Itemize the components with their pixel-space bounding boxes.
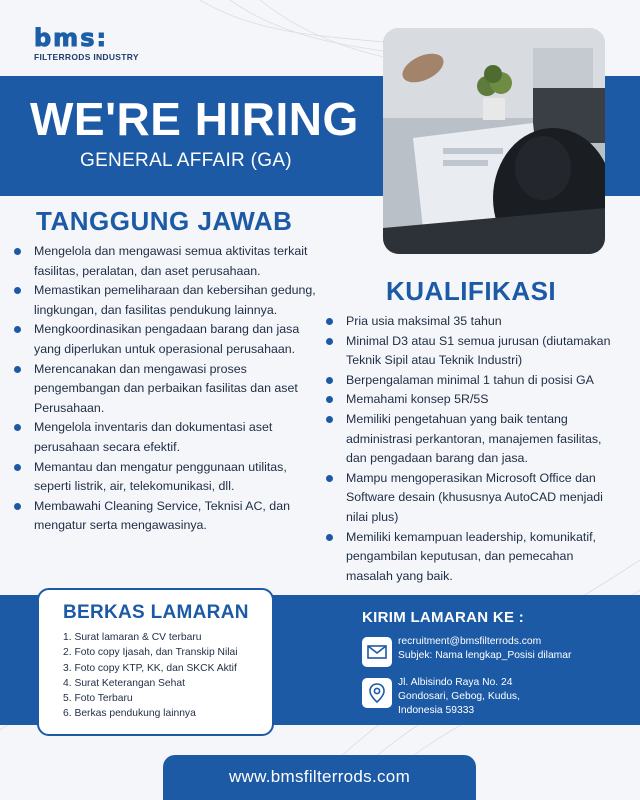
list-item: Memantau dan mengatur penggunaan utilitas, seperti listrik, air, telekomunikasi, dll. [10, 458, 320, 497]
documents-title: BERKAS LAMARAN [63, 602, 249, 623]
list-item: 5. Foto Terbaru [63, 693, 133, 705]
email-subject: Subjek: Nama lengkap_Posisi dilamar [398, 650, 572, 661]
list-item: 3. Foto copy KTP, KK, dan SKCK Aktif [63, 662, 237, 674]
address-line: Indonesia 59333 [398, 705, 475, 716]
list-item: Minimal D3 atau S1 semua jurusan (diutamakan Teknik Sipil atau Teknik Industri) [322, 332, 622, 371]
logo-subtitle: FILTERRODS INDUSTRY [34, 52, 139, 62]
office-photo-illustration [383, 28, 605, 254]
list-item: Berpengalaman minimal 1 tahun di posisi GA [322, 371, 622, 391]
page-title: WE'RE HIRING [30, 93, 359, 145]
qualifications-title: KUALIFIKASI [386, 276, 557, 306]
office-photo [383, 28, 605, 254]
list-item: Mengelola dan mengawasi semua aktivitas terkait fasilitas, peralatan, dan aset perusahaan. [10, 242, 320, 281]
list-item: 6. Berkas pendukung lainnya [63, 708, 196, 720]
list-item: Mampu mengoperasikan Microsoft Office dan Software desain (khususnya AutoCAD menjadi nilai plus) [322, 469, 622, 528]
documents-list [63, 630, 238, 722]
website-bar [163, 755, 476, 800]
list-item: 1. Surat lamaran & CV terbaru [63, 632, 202, 643]
responsibilities-title: TANGGUNG JAWAB [36, 206, 293, 236]
list-item: Merencanakan dan mengawasi proses pengembangan dan perbaikan fasilitas dan aset Perusahaan. [10, 360, 320, 419]
documents-card [37, 588, 274, 736]
list-item: 2. Foto copy Ijasah, dan Transkip Nilai [63, 647, 238, 659]
responsibilities-list [10, 242, 320, 536]
logo-mark: bms: [34, 24, 109, 52]
list-item: 4. Surat Keterangan Sehat [63, 677, 185, 689]
list-item: Memahami konsep 5R/5S [322, 390, 622, 410]
list-item: Membawahi Cleaning Service, Teknisi AC, dan mengatur serta mengawasinya. [10, 497, 320, 536]
company-logo [34, 26, 139, 62]
location-pin-icon [362, 678, 392, 708]
envelope-icon [362, 637, 392, 667]
address-line: Gondosari, Gebog, Kudus, [398, 691, 520, 702]
list-item: Mengkoordinasikan pengadaan barang dan jasa yang diperlukan untuk operasional perusahaan. [10, 320, 320, 359]
list-item: Mengelola inventaris dan dokumentasi aset perusahaan secara efektif. [10, 418, 320, 457]
list-item: Memiliki kemampuan leadership, komunikatif, pengambilan keputusan, dan pemecahan masalah yang baik. [322, 528, 622, 587]
address-line: Jl. Albisindo Raya No. 24 [398, 677, 513, 688]
website-link[interactable]: www.bmsfilterrods.com [228, 767, 411, 786]
list-item: Memastikan pemeliharaan dan kebersihan gedung, lingkungan, dan fasilitas pendukung lainnya. [10, 281, 320, 320]
list-item: Pria usia maksimal 35 tahun [322, 312, 622, 332]
qualifications-list [322, 312, 622, 586]
list-item: Memiliki pengetahuan yang baik tentang administrasi perkantoran, manajemen fasilitas, dan pengadaan barang dan jasa. [322, 410, 622, 469]
send-application-title: KIRIM LAMARAN KE : [362, 609, 525, 626]
address-block [398, 676, 520, 718]
email-address[interactable]: recruitment@bmsfilterrods.com [398, 636, 542, 647]
position-title: GENERAL AFFAIR (GA) [80, 150, 292, 171]
email-block [398, 635, 571, 663]
